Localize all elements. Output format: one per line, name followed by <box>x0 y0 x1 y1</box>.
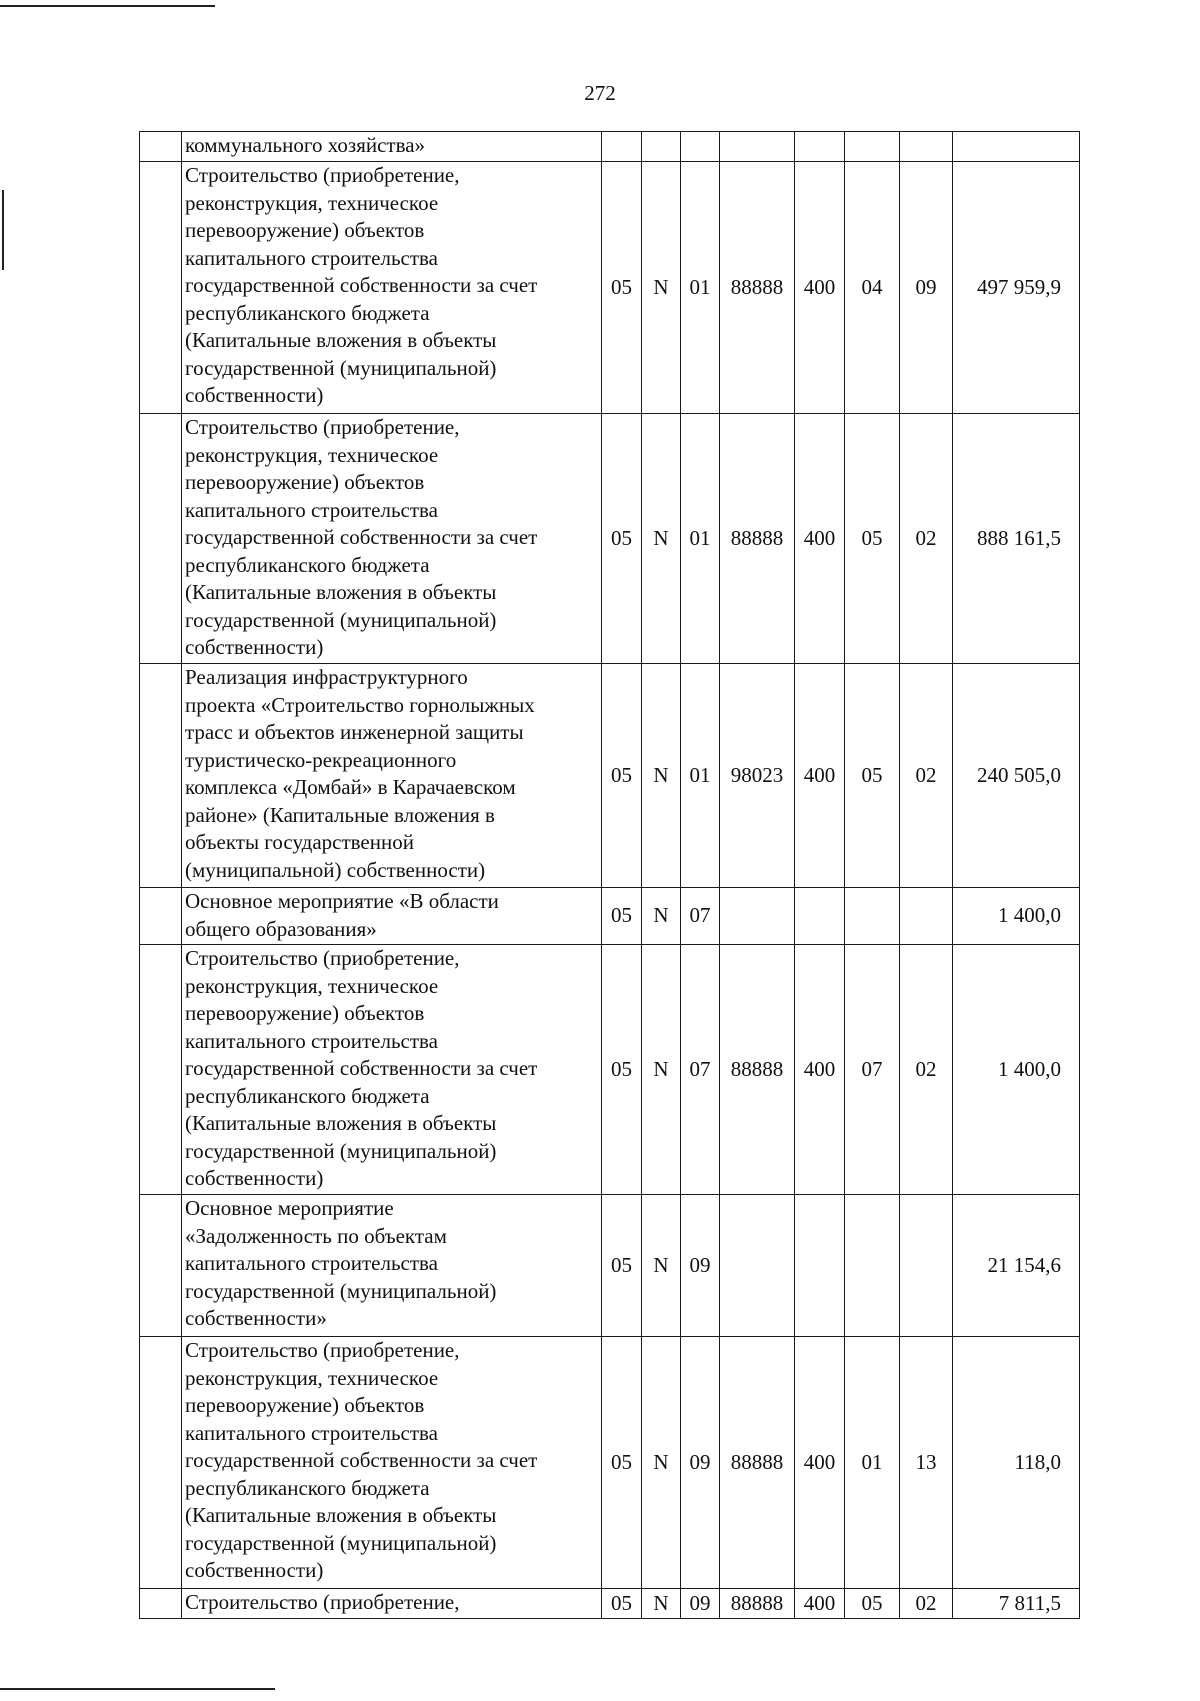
table-row <box>140 414 1080 664</box>
direction-code-cell: 88888 <box>720 162 795 414</box>
ministry-code-cell: 05 <box>602 1195 642 1337</box>
section-code-cell <box>845 888 900 945</box>
ministry-code-cell: 05 <box>602 414 642 664</box>
row-number-cell <box>140 414 182 664</box>
row-number-cell <box>140 1195 182 1337</box>
expense-name-cell <box>182 1195 602 1337</box>
amount-cell: 21 154,6 <box>953 1195 1080 1337</box>
direction-code-cell: 98023 <box>720 664 795 888</box>
program-code-cell: N <box>642 945 681 1195</box>
program-code-cell: N <box>642 1195 681 1337</box>
table-row <box>140 945 1080 1195</box>
program-code-cell: N <box>642 1589 681 1619</box>
budget-table-body <box>140 132 1080 1619</box>
table-row <box>140 1589 1080 1619</box>
section-code-cell <box>845 132 900 162</box>
expense-name-cell <box>182 132 602 162</box>
ministry-code-cell <box>602 132 642 162</box>
subsection-code-cell: 02 <box>900 1589 953 1619</box>
program-code-cell: N <box>642 888 681 945</box>
amount-cell: 1 400,0 <box>953 888 1080 945</box>
amount-cell: 497 959,9 <box>953 162 1080 414</box>
amount-cell: 888 161,5 <box>953 414 1080 664</box>
row-number-cell <box>140 132 182 162</box>
expense-name-cell <box>182 1337 602 1589</box>
section-code-cell <box>845 1195 900 1337</box>
scan-edge-line-bottom <box>0 1688 275 1690</box>
table-row <box>140 664 1080 888</box>
subsection-code-cell: 02 <box>900 945 953 1195</box>
subsection-code-cell <box>900 132 953 162</box>
ministry-code-cell: 05 <box>602 664 642 888</box>
expense-name-cell <box>182 1589 602 1619</box>
expense-name: Строительство (приобретение, реконструкция, техническое перевооружение) объектов капитального строительства государственной собственности за счет республиканского бюджета (Капитальные вложения в объекты государственной (муниципальной) собственности) <box>185 1338 538 1582</box>
section-code-cell: 05 <box>845 1589 900 1619</box>
expense-name: Реализация инфраструктурного проекта «Строительство горнолыжных трасс и объектов инженерной защиты туристическо-рекреационного комплекса «Домбай» в Карачаевском районе» (Капитальные вложения в объекты государственной (муниципальной) собственности) <box>185 665 535 882</box>
subprogram-code-cell: 09 <box>681 1589 720 1619</box>
table-row <box>140 1337 1080 1589</box>
expense-name: Строительство (приобретение, реконструкция, техническое перевооружение) объектов капитального строительства государственной собственности за счет республиканского бюджета (Капитальные вложения в объекты государственной (муниципальной) собственности) <box>185 163 538 407</box>
section-code-cell: 05 <box>845 664 900 888</box>
ministry-code-cell: 05 <box>602 1589 642 1619</box>
direction-code-cell: 88888 <box>720 945 795 1195</box>
expense-type-cell: 400 <box>795 664 845 888</box>
subprogram-code-cell: 07 <box>681 888 720 945</box>
program-code-cell: N <box>642 1337 681 1589</box>
expense-name-cell <box>182 414 602 664</box>
row-number-cell <box>140 1589 182 1619</box>
row-number-cell <box>140 664 182 888</box>
direction-code-cell: 88888 <box>720 1337 795 1589</box>
direction-code-cell <box>720 888 795 945</box>
ministry-code-cell: 05 <box>602 162 642 414</box>
subprogram-code-cell: 07 <box>681 945 720 1195</box>
subsection-code-cell <box>900 1195 953 1337</box>
page-number: 272 <box>584 81 616 105</box>
direction-code-cell <box>720 132 795 162</box>
budget-table <box>139 131 1080 1619</box>
expense-type-cell: 400 <box>795 162 845 414</box>
program-code-cell <box>642 132 681 162</box>
expense-name-cell <box>182 664 602 888</box>
subsection-code-cell: 09 <box>900 162 953 414</box>
subsection-code-cell <box>900 888 953 945</box>
expense-name: коммунального хозяйства» <box>185 133 426 157</box>
expense-type-cell <box>795 888 845 945</box>
section-code-cell: 05 <box>845 414 900 664</box>
expense-name: Строительство (приобретение, реконструкция, техническое перевооружение) объектов капитального строительства государственной собственности за счет республиканского бюджета (Капитальные вложения в объекты государственной (муниципальной) собственности) <box>185 415 538 659</box>
subprogram-code-cell: 01 <box>681 664 720 888</box>
amount-cell: 240 505,0 <box>953 664 1080 888</box>
row-number-cell <box>140 888 182 945</box>
table-row <box>140 132 1080 162</box>
subsection-code-cell: 02 <box>900 664 953 888</box>
direction-code-cell <box>720 1195 795 1337</box>
program-code-cell: N <box>642 414 681 664</box>
expense-name-cell <box>182 162 602 414</box>
section-code-cell: 04 <box>845 162 900 414</box>
program-code-cell: N <box>642 664 681 888</box>
subprogram-code-cell <box>681 132 720 162</box>
ministry-code-cell: 05 <box>602 1337 642 1589</box>
expense-type-cell <box>795 1195 845 1337</box>
table-row <box>140 1195 1080 1337</box>
expense-type-cell <box>795 132 845 162</box>
expense-name: Строительство (приобретение, <box>185 1590 460 1614</box>
subprogram-code-cell: 01 <box>681 414 720 664</box>
table-row <box>140 162 1080 414</box>
subprogram-code-cell: 01 <box>681 162 720 414</box>
expense-type-cell: 400 <box>795 1589 845 1619</box>
expense-name: Строительство (приобретение, реконструкция, техническое перевооружение) объектов капитального строительства государственной собственности за счет республиканского бюджета (Капитальные вложения в объекты государственной (муниципальной) собственности) <box>185 946 538 1190</box>
direction-code-cell: 88888 <box>720 414 795 664</box>
ministry-code-cell: 05 <box>602 888 642 945</box>
table-row <box>140 888 1080 945</box>
subsection-code-cell: 02 <box>900 414 953 664</box>
expense-name: Основное мероприятие «Задолженность по объектам капитального строительства государственной (муниципальной) собственности» <box>185 1196 497 1330</box>
row-number-cell <box>140 1337 182 1589</box>
amount-cell: 118,0 <box>953 1337 1080 1589</box>
section-code-cell: 01 <box>845 1337 900 1589</box>
expense-type-cell: 400 <box>795 414 845 664</box>
expense-name: Основное мероприятие «В области общего образования» <box>185 889 499 941</box>
expense-name-cell <box>182 945 602 1195</box>
amount-cell: 7 811,5 <box>953 1589 1080 1619</box>
amount-cell: 1 400,0 <box>953 945 1080 1195</box>
subprogram-code-cell: 09 <box>681 1337 720 1589</box>
row-number-cell <box>140 945 182 1195</box>
amount-cell <box>953 132 1080 162</box>
direction-code-cell: 88888 <box>720 1589 795 1619</box>
expense-type-cell: 400 <box>795 945 845 1195</box>
scan-edge-line-left <box>2 190 4 270</box>
scan-edge-line-top <box>0 5 215 7</box>
program-code-cell: N <box>642 162 681 414</box>
expense-name-cell <box>182 888 602 945</box>
row-number-cell <box>140 162 182 414</box>
section-code-cell: 07 <box>845 945 900 1195</box>
subprogram-code-cell: 09 <box>681 1195 720 1337</box>
ministry-code-cell: 05 <box>602 945 642 1195</box>
expense-type-cell: 400 <box>795 1337 845 1589</box>
subsection-code-cell: 13 <box>900 1337 953 1589</box>
